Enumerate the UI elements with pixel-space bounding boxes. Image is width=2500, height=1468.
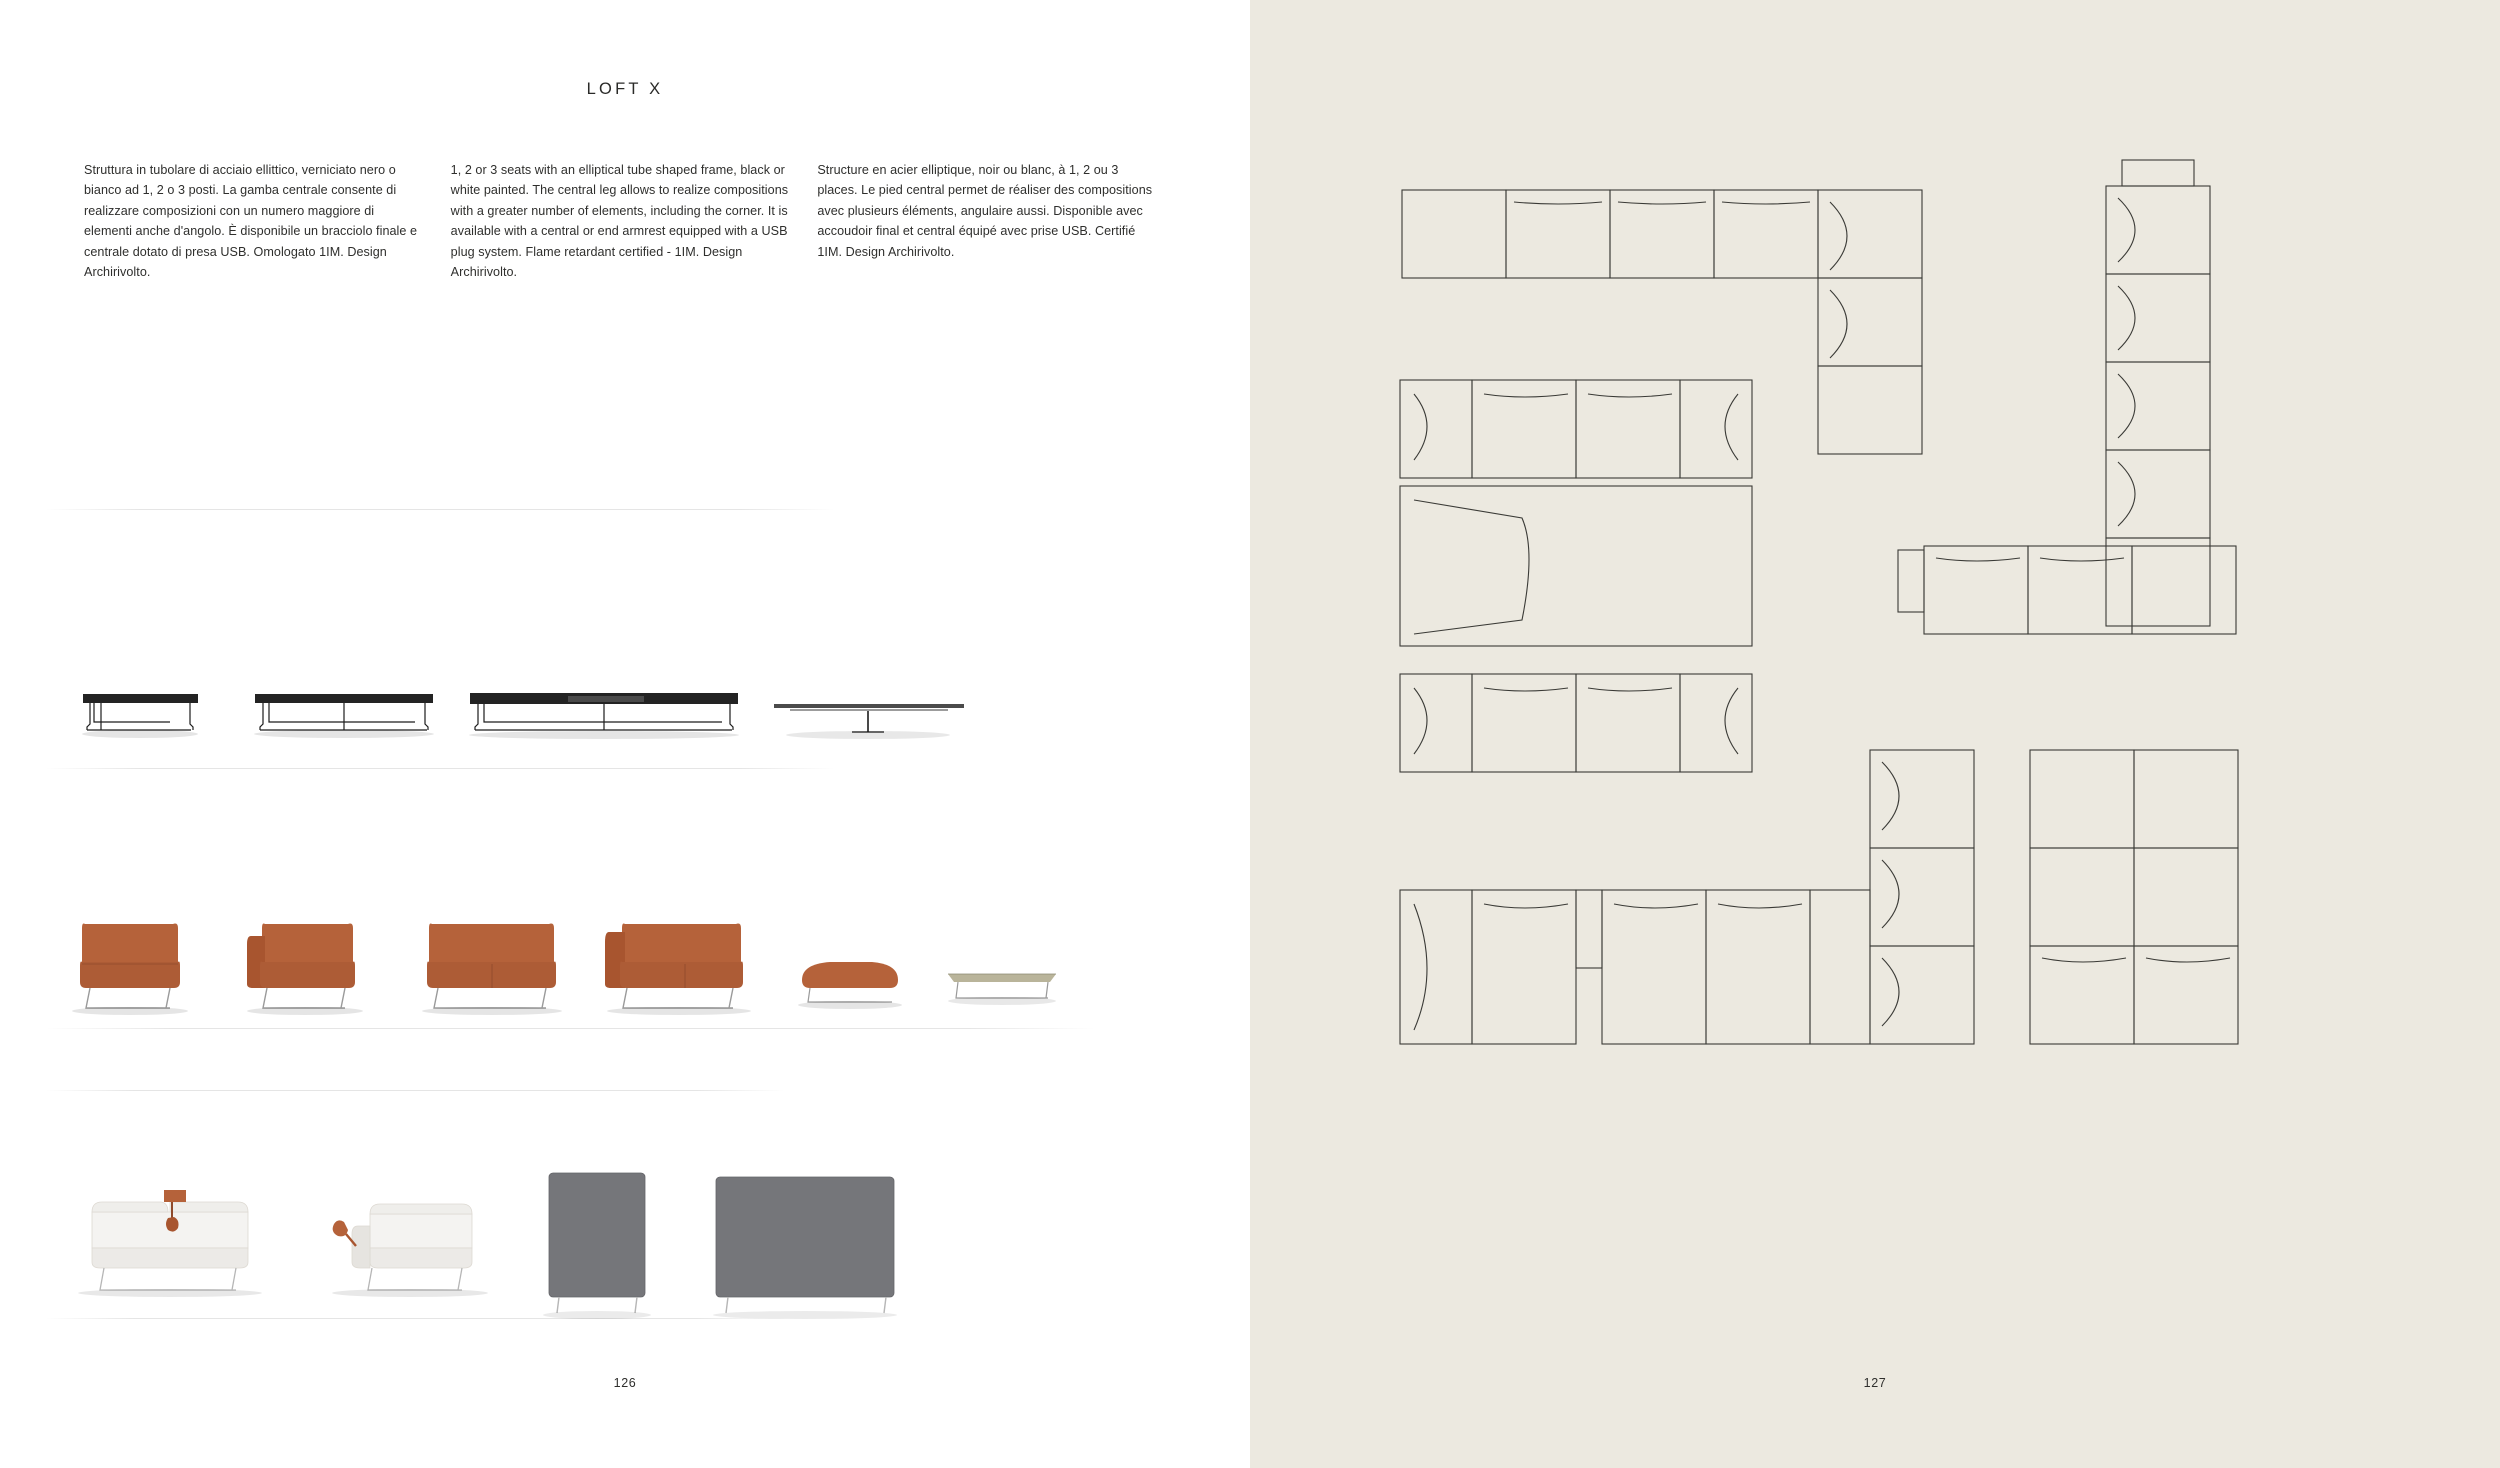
page-title: LOFT X [586, 80, 664, 98]
composition-long-bench-bottom [1400, 750, 1974, 1044]
composition-block-bottom-right [2030, 750, 2238, 1044]
technical-drawings [1390, 150, 2390, 1310]
composition-3-seat-middle [1400, 380, 1752, 478]
right-page [1250, 0, 2500, 1468]
sofa-2-seat-tan [410, 902, 595, 1030]
left-page-number: 126 [613, 1376, 637, 1390]
description-french [817, 160, 1184, 282]
divider-rule-2 [45, 768, 835, 769]
right-page-number: 127 [1863, 1376, 1887, 1390]
figure-row-frames [70, 640, 1150, 760]
description-italian [84, 160, 451, 282]
divider-rule-1 [45, 509, 835, 510]
description-text-en: 1, 2 or 3 seats with an elliptical tube shaped frame, black or white painted. The central leg allows to realize compositions with a greater number of elements, including the corner. It is available with a central or end armrest equipped with a USB plug system. Flame retardant certified - 1IM. Design Archirivolto. [450, 163, 789, 279]
composition-chaise-longue [1400, 486, 1752, 646]
pouf-tan [780, 902, 930, 1030]
sofa-2-seat-armrest-tan [595, 902, 780, 1030]
divider-rule-4 [45, 1090, 785, 1091]
sofa-white-corner-with-armrest [310, 1150, 525, 1325]
description-columns [84, 160, 1184, 282]
frame-1-seat [70, 650, 245, 760]
composition-3-seat-lower [1400, 674, 1752, 772]
armchair-1-seat-armrest-tan [235, 902, 410, 1030]
composition-l-shape-top [1402, 190, 1922, 454]
armchair-1-seat-tan [60, 902, 235, 1030]
frame-2-seat [245, 650, 460, 760]
frame-bench-front-view [760, 650, 990, 760]
acoustic-panel-large-grey [700, 1145, 930, 1325]
composition-corner-right [1898, 546, 2236, 634]
side-table-wood [930, 902, 1080, 1030]
figure-row-seats [60, 900, 1170, 1030]
description-text-fr: Structure en acier elliptique, noir ou blanc, à 1, 2 ou 3 places. Le pied central permet de réaliser des compositions avec plusieurs éléments, angulaire aussi. Disponible avec accoudoir final et central équipé avec prise USB. Certifié 1IM. Design Archirivolto. [817, 163, 1153, 259]
frame-3-seat-with-usb [460, 650, 760, 760]
figure-row-modules [60, 1145, 1170, 1325]
description-text-it: Struttura in tubolare di acciaio ellittico, verniciato nero o bianco ad 1, 2 o 3 posti. La gamba centrale consente di realizzare composizioni con un numero maggiore di elementi anche d'angolo. È disponibile un bracciolo finale e centrale dotato di presa USB. Omologato 1IM. Design Archirivolto. [84, 163, 418, 279]
description-english [451, 160, 818, 282]
composition-vertical-right-column [2106, 160, 2210, 626]
sofa-white-3-seat-with-tray [60, 1150, 310, 1325]
acoustic-panel-small-grey [525, 1145, 700, 1325]
